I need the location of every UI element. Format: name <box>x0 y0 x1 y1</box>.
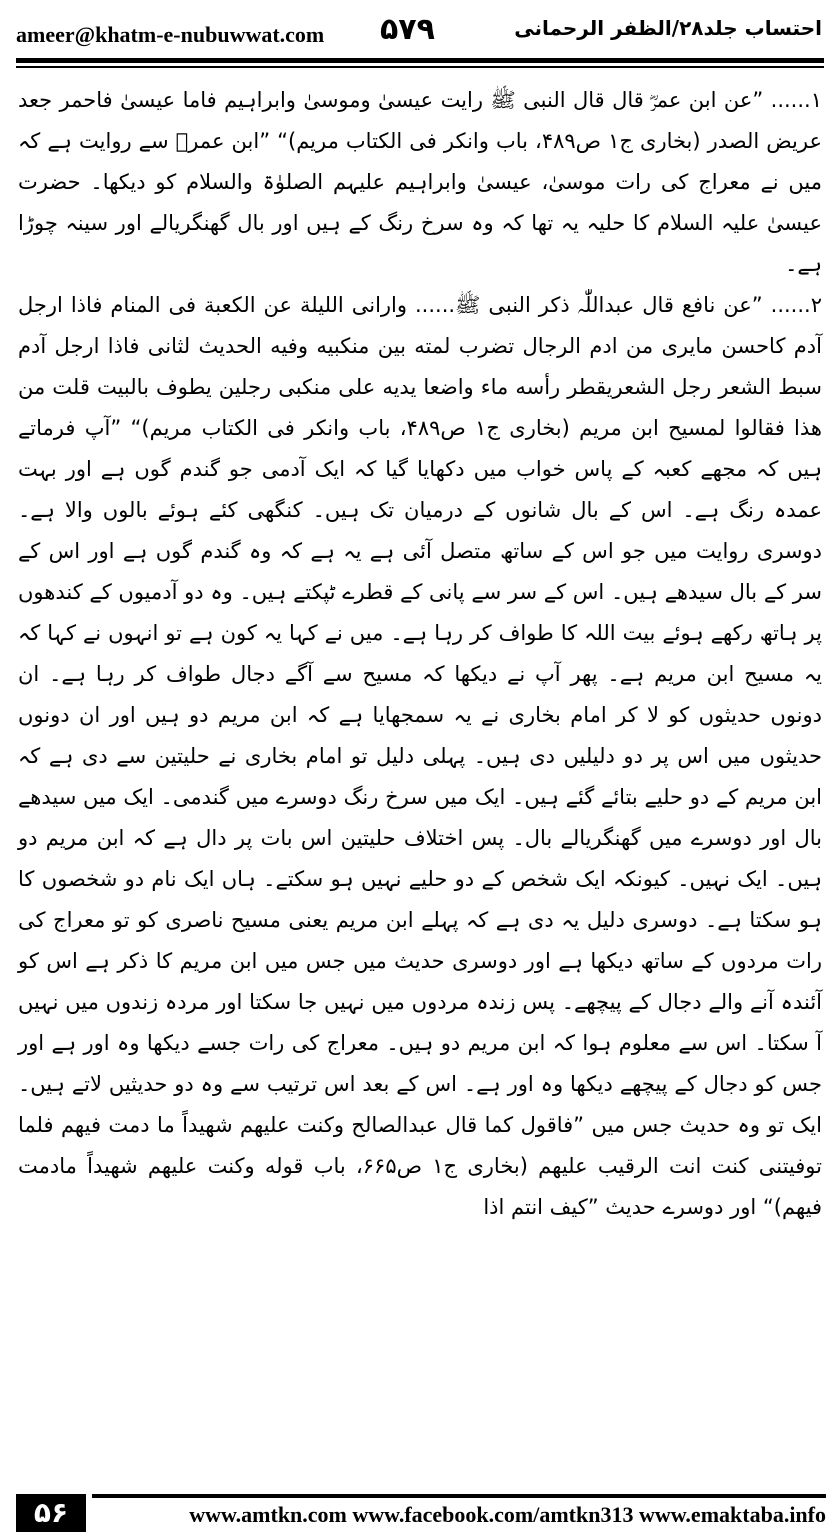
footer-links: www.amtkn.com www.facebook.com/amtkn313 www.emaktaba.info <box>189 1502 826 1527</box>
header-rule-thin <box>16 66 824 68</box>
page-header <box>0 0 840 64</box>
paragraph-1: ۱...... ”عن ابن عمرؓ قال قال النبی ﷺ رایت عیسیٰ وموسیٰ وابراہیم فاما عیسیٰ فاحمر جعد عریض الصدر (بخاری ج۱ ص۴۸۹، باب وانکر فی الکتاب مریم)“ ”ابن عمرؓ سے روایت ہے کہ میں نے معراج کی رات موسیٰ، عیسیٰ وابراہیم علیہم الصلوٰۃ والسلام کو دیکھا۔ حضرت عیسیٰ علیہ السلام کا حلیہ یہ تھا کہ وہ سرخ رنگ کے ہیں اور بال گھنگریالے اور سینہ چوڑا ہے۔ <box>18 88 822 276</box>
page-footer <box>0 1490 840 1540</box>
footer-rule <box>92 1494 826 1498</box>
footer-page-number: ۵۶ <box>16 1494 86 1532</box>
header-email: ameer@khatm-e-nubuwwat.com <box>16 22 325 47</box>
header-rule-thick <box>16 58 824 63</box>
header-page-number: ۵۷۹ <box>380 12 435 47</box>
paragraph-2: ۲...... ”عن نافع قال عبداللّٰہ ذکر النبی ﷺ...... وارانی اللیلة عن الکعبة فی المنام فاذا ارجل آدم کاحسن مایری من ادم الرجال تضرب لمته بین منکبیه وفیه الحدیث لثانی فاذا ارجل آدم سبط الشعر رجل الشعریقطر رأسه ماء واضعا یدیه علی منکبی رجلین یطوف بالبیت قلت من هذا فقالوا لمسیح ابن مریم (بخاری ج۱ ص۴۸۹، باب وانکر فی الکتاب مریم)“ ”آپ فرماتے ہیں کہ مجھے کعبہ کے پاس خواب میں دکھایا گیا کہ ایک آدمی جو گندم گوں ہے اور بہت عمدہ رنگ ہے۔ اس کے بال شانوں کے درمیان تک ہیں۔ کنگھی کئے ہوئے بالوں والا ہے۔ دوسری روایت میں جو اس کے ساتھ متصل آئی ہے یہ ہے کہ وہ گندم گوں ہے اور اس کے سر کے بال سیدھے ہیں۔ اس کے سر سے پانی کے قطرے ٹپکتے ہیں۔ وہ دو آدمیوں کے کندھوں پر ہاتھ رکھے ہوئے بیت اللہ کا طواف کر رہا ہے۔ میں نے کہا یہ کون ہے تو انہوں نے کہا کہ یہ مسیح ابن مریم ہے۔ پھر آپ نے دیکھا کہ مسیح سے آگے دجال طواف کر رہا ہے۔ ان دونوں حدیثوں کو لا کر امام بخاری نے یہ سمجھایا ہے کہ ابن مریم دو ہیں اور ان دونوں حدیثوں میں اس پر دو دلیلیں دی ہیں۔ پہلی دلیل تو امام بخاری نے حلیتین سے دی ہے کہ ابن مریم کے دو حلیے بتائے گئے ہیں۔ ایک میں سرخ رنگ دوسرے میں گندمی۔ ایک میں سیدھے بال اور دوسرے میں گھنگریالے بال۔ پس اختلاف حلیتین اس بات پر دال ہے کہ ابن مریم دو ہیں۔ ایک نہیں۔ کیونکہ ایک شخص کے دو حلیے نہیں ہو سکتے۔ ہاں ایک نام دو شخصوں کا ہو سکتا ہے۔ دوسری دلیل یہ دی ہے کہ پہلے ابن مریم یعنی مسیح ناصری کو تو معراج کی رات مردوں کے ساتھ دیکھا ہے اور دوسری حدیث میں جس میں ابن مریم کا ذکر ہے اس کو آئندہ آنے والے دجال کے پیچھے۔ پس زندہ مردوں میں نہیں جا سکتا اور مردہ زندوں میں نہیں آ سکتا۔ اس سے معلوم ہوا کہ ابن مریم دو ہیں۔ معراج کی رات جسے دیکھا وہ اور ہے اور جس کو دجال کے پیچھے دیکھا وہ اور ہے۔ اس کے بعد اس ترتیب سے وہ دو حدیثیں لاتے ہیں۔ ایک تو وہ حدیث جس میں ”فاقول کما قال عبدالصالح وکنت علیهم شهیداً ما دمت فیهم فلما توفیتنی کنت انت الرقیب علیهم (بخاری ج۱ ص۶۶۵، باب قوله وکنت علیهم شهیداً مادمت فیهم)“ اور دوسرے حدیث ”کیف انتم اذا <box>18 293 822 1219</box>
header-title: احتساب جلد۲۸/الظفر الرحمانی <box>514 16 822 40</box>
page-body <box>18 80 822 1228</box>
